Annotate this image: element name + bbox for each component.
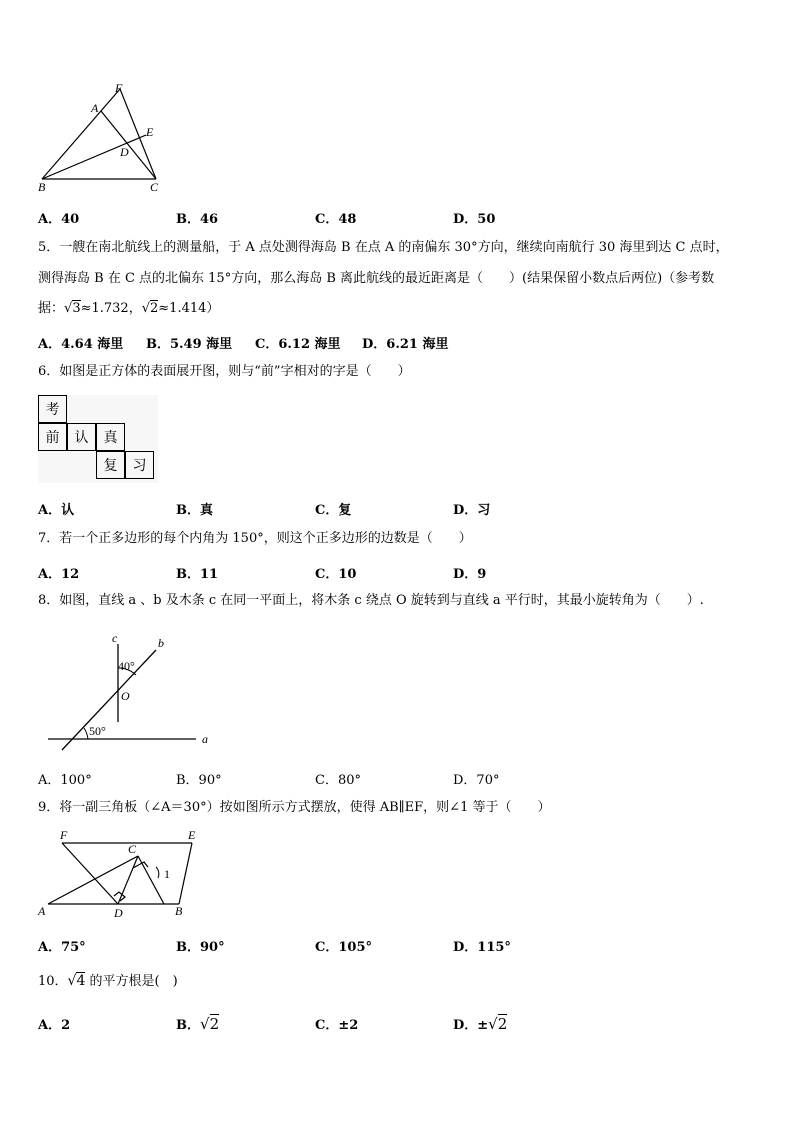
q5-line-1: 5．一艘在南北航线上的测量船，于 A 点处测得海岛 B 在点 A 的南偏东 30°方向，继续向南航行 30 海里到达 C 点时， bbox=[38, 240, 729, 255]
q9-option-d[interactable]: D．115° bbox=[453, 940, 511, 955]
label-D: D bbox=[120, 145, 129, 159]
q5-option-d[interactable]: D．6.21 海里 bbox=[362, 337, 449, 352]
label-A: A bbox=[91, 101, 99, 115]
q10-option-b-label: B． bbox=[176, 1018, 200, 1033]
label-1: 1 bbox=[164, 867, 170, 881]
cube-face-qian: 前 bbox=[38, 423, 67, 451]
q9-option-b[interactable]: B．90° bbox=[176, 940, 225, 955]
label-a: a bbox=[202, 732, 208, 746]
cube-face-zhen: 真 bbox=[96, 423, 125, 451]
label-b: b bbox=[158, 636, 164, 650]
q8-stem: 8．如图，直线 a 、b 及木条 c 在同一平面上，将木条 c 绕点 O 旋转到与直线 a 平行时，其最小旋转角为（ ）. bbox=[38, 593, 704, 608]
q7-option-c[interactable]: C．10 bbox=[315, 567, 357, 582]
triangle-figure-q4 bbox=[34, 80, 174, 195]
label-E: E bbox=[146, 125, 154, 139]
q5-sqrt3-value: ≈1.732， bbox=[80, 301, 142, 316]
q7-option-b[interactable]: B．11 bbox=[176, 567, 219, 582]
label-C: C bbox=[150, 180, 159, 194]
q6-option-d[interactable]: D．习 bbox=[453, 503, 491, 518]
q10-option-d[interactable] bbox=[453, 1014, 507, 1033]
sqrt-symbol: √2 bbox=[141, 301, 159, 316]
q5-line-3 bbox=[38, 301, 219, 317]
q6-option-b[interactable]: B．真 bbox=[176, 503, 213, 518]
sqrt-symbol: √2 bbox=[488, 1015, 508, 1033]
q5-data-prefix: 据： bbox=[38, 301, 65, 316]
q9-stem: 9．将一副三角板（∠A＝30°）按如图所示方式摆放，使得 AB∥EF，则∠1 等于（ ） bbox=[38, 800, 551, 815]
sqrt-symbol: √4 bbox=[67, 973, 86, 989]
label-C: C bbox=[128, 842, 137, 856]
q7-option-d[interactable]: D．9 bbox=[453, 567, 487, 582]
q5-option-c[interactable]: C．6.12 海里 bbox=[255, 337, 341, 352]
cube-net-figure bbox=[38, 395, 159, 483]
label-B: B bbox=[38, 180, 46, 194]
q8-option-b[interactable]: B．90° bbox=[176, 773, 222, 788]
q10-option-a[interactable]: A．2 bbox=[38, 1018, 71, 1033]
triangle-plates-figure-q9 bbox=[34, 826, 204, 922]
cube-face-fu: 复 bbox=[96, 451, 125, 479]
label-B: B bbox=[175, 904, 183, 918]
label-50-deg: 50° bbox=[89, 724, 106, 738]
label-D: D bbox=[114, 906, 123, 920]
q4-option-b[interactable]: B．46 bbox=[176, 212, 219, 227]
q5-option-a[interactable]: A．4.64 海里 bbox=[38, 337, 124, 352]
q8-option-a[interactable]: A．100° bbox=[38, 773, 92, 788]
cube-face-kao: 考 bbox=[38, 395, 67, 423]
q10-stem bbox=[38, 973, 178, 990]
cube-face-ren: 认 bbox=[67, 423, 96, 451]
sqrt-symbol: √3 bbox=[64, 301, 81, 316]
label-E: E bbox=[188, 828, 196, 842]
q9-option-c[interactable]: C．105° bbox=[315, 940, 372, 955]
label-c: c bbox=[112, 631, 118, 645]
q8-option-d[interactable]: D．70° bbox=[453, 773, 500, 788]
q5-sqrt2-value: ≈1.414） bbox=[158, 301, 220, 316]
q10-stem-text: 的平方根是( ) bbox=[85, 974, 178, 989]
lines-figure-q8 bbox=[44, 628, 224, 753]
q4-option-a[interactable]: A．40 bbox=[38, 212, 80, 227]
q6-option-a[interactable]: A．认 bbox=[38, 503, 75, 518]
q10-option-c[interactable]: C．±2 bbox=[315, 1018, 359, 1033]
q7-option-a[interactable]: A．12 bbox=[38, 567, 80, 582]
q7-stem: 7．若一个正多边形的每个内角为 150°，则这个正多边形的边数是（ ） bbox=[38, 531, 472, 546]
q6-option-c[interactable]: C．复 bbox=[315, 503, 352, 518]
q10-number: 10． bbox=[38, 974, 68, 989]
label-F: F bbox=[60, 828, 68, 842]
label-F: F bbox=[115, 81, 123, 95]
q5-line-2: 测得海岛 B 在 C 点的北偏东 15°方向，那么海岛 B 离此航线的最近距离是（ ）(结果保留小数点后两位)（参考数 bbox=[38, 271, 715, 286]
q4-option-c[interactable]: C．48 bbox=[315, 212, 357, 227]
label-40-deg: 40° bbox=[118, 659, 135, 673]
label-O: O bbox=[121, 689, 130, 703]
q10-option-b[interactable] bbox=[176, 1014, 219, 1033]
q6-stem: 6．如图是正方体的表面展开图，则与“前”字相对的字是（ ） bbox=[38, 364, 411, 379]
q5-option-b[interactable]: B．5.49 海里 bbox=[146, 337, 233, 352]
q9-option-a[interactable]: A．75° bbox=[38, 940, 86, 955]
sqrt-symbol: √2 bbox=[200, 1015, 220, 1033]
q8-option-c[interactable]: C．80° bbox=[315, 773, 361, 788]
q4-option-d[interactable]: D．50 bbox=[453, 212, 496, 227]
q10-option-d-label: D．± bbox=[453, 1018, 489, 1033]
cube-face-xi: 习 bbox=[125, 451, 154, 479]
label-A: A bbox=[38, 904, 46, 918]
